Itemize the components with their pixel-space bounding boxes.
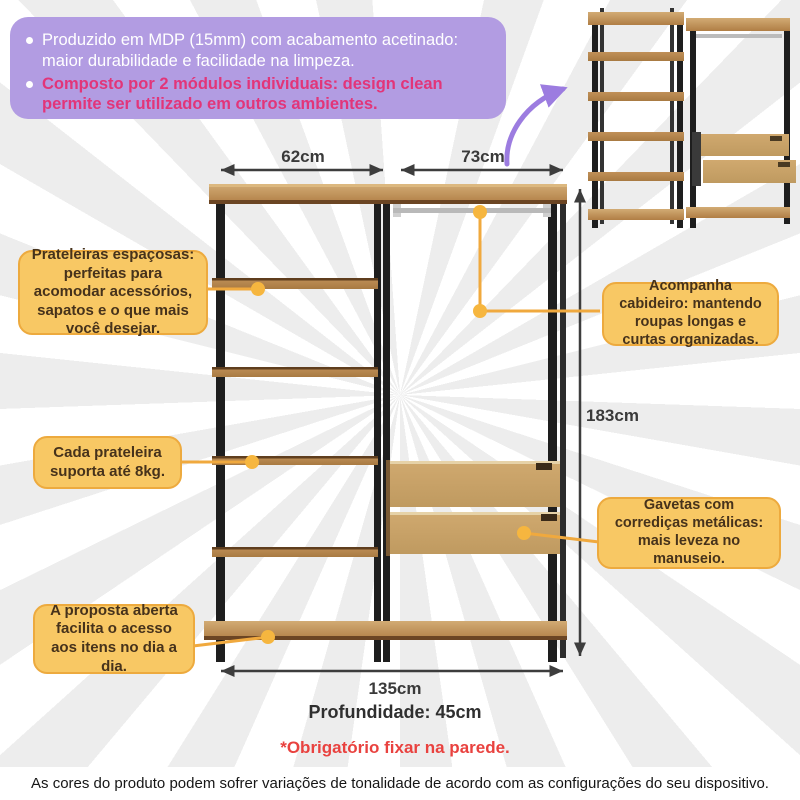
callout-drawers (597, 497, 781, 569)
depth-label: Profundidade: 45cm (308, 702, 482, 722)
shelf-1 (212, 278, 378, 289)
thumb-hanger-module (686, 18, 796, 228)
features-box (10, 17, 506, 119)
footer-note (0, 767, 800, 800)
bottom-shelf-right (380, 621, 567, 640)
hanging-rod (393, 204, 551, 217)
callout-text: A proposta aberta facilita o acesso aos itens no dia a dia. (50, 601, 178, 675)
bullet-icon (26, 81, 33, 88)
shelf-2 (212, 367, 378, 377)
footer-text: As cores do produto podem sofrer variações de tonalidade de acordo com as configurações do seu dispositivo. (31, 775, 769, 792)
callout-text: Acompanha cabideiro: mantendo roupas longas e curtas organizadas. (619, 278, 762, 348)
wall-fix-warning: *Obrigatório fixar na parede. (280, 738, 510, 757)
dimension-label-right-width: 73cm (461, 147, 505, 166)
callout-shelf-weight (33, 436, 182, 489)
main-left-module (204, 184, 384, 662)
main-right-module (380, 184, 567, 662)
dimension-label-left-width: 62cm (281, 147, 325, 166)
feature-text: Composto por 2 módulos individuais: design clean permite ser utilizado em outros ambientes. (42, 74, 443, 114)
feature-item (26, 30, 488, 72)
callout-text: Prateleiras espaçosas: perfeitas para acomodar acessórios, sapatos e o que mais você desejar. (31, 246, 195, 338)
thumb-shelf-module (588, 8, 684, 228)
dimension-arrows (221, 170, 580, 671)
shelf-4 (212, 547, 378, 557)
callout-connectors (181, 205, 600, 646)
bullet-icon (26, 37, 33, 44)
feature-text: Produzido em MDP (15mm) com acabamento acetinado: maior durabilidade e facilidade na limpeza. (42, 31, 459, 70)
callout-hanger (602, 278, 779, 348)
callout-shelves (18, 246, 208, 338)
feature-item (26, 74, 488, 116)
callout-text: Gavetas com corrediças metálicas: mais leveza no manuseio. (614, 497, 764, 567)
callout-text: Cada prateleira suporta até 8kg. (49, 443, 166, 480)
dimension-label-height: 183cm (586, 406, 639, 425)
bottom-shelf-left (204, 621, 384, 640)
dimension-label-total-width: 135cm (368, 679, 422, 698)
callout-open-design (33, 601, 195, 675)
